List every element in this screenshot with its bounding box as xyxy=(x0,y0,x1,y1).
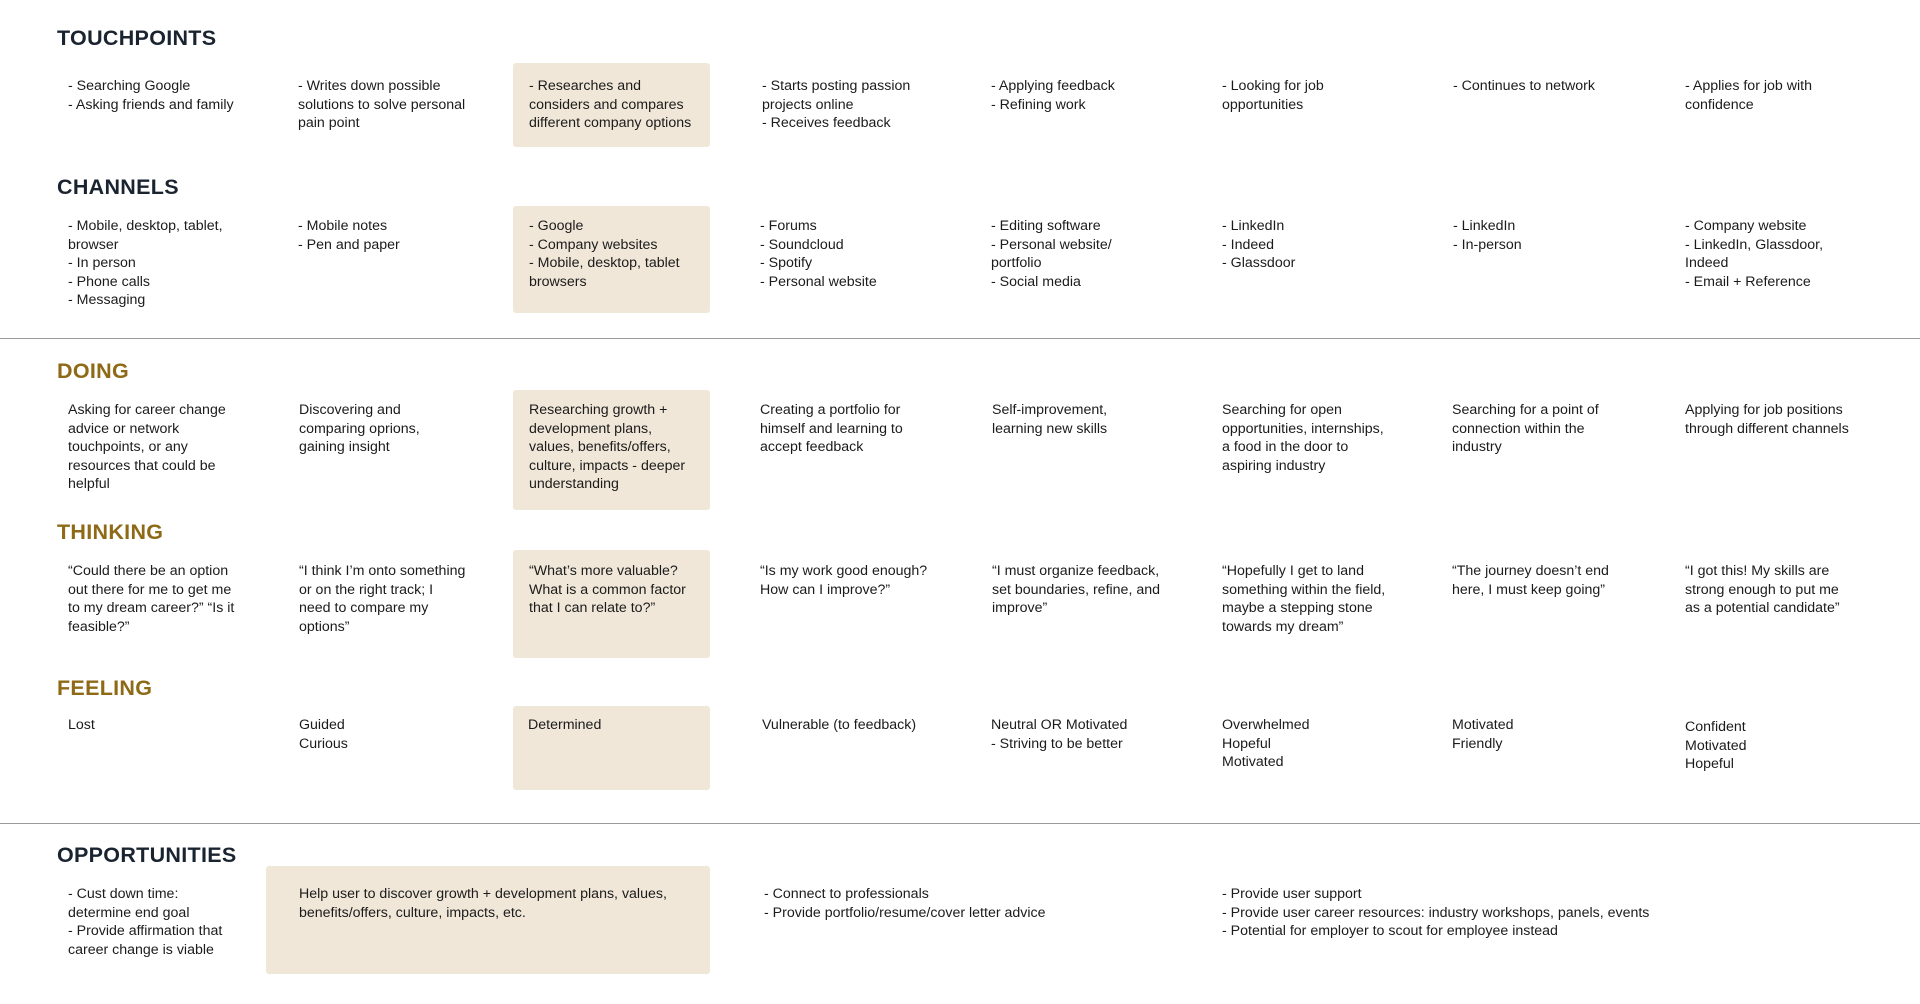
touchpoints-cell-8: - Applies for job with confidence xyxy=(1685,78,1812,113)
doing-heading: DOING xyxy=(57,359,129,383)
touchpoints-cell-6: - Looking for job opportunities xyxy=(1222,78,1324,113)
channels-heading: CHANNELS xyxy=(57,175,179,199)
doing-cell-8: Applying for job positions through different channels xyxy=(1685,402,1849,437)
opportunities-cell-2-highlighted: Help user to discover growth + development plans, values, benefits/offers, culture, impacts, etc. xyxy=(266,866,710,974)
channels-cell-7: - LinkedIn - In-person xyxy=(1453,218,1522,253)
thinking-cell-2: “I think I’m onto something or on the right track; I need to compare my options” xyxy=(299,563,466,635)
channels-cell-5: - Editing software - Personal website/ portfolio - Social media xyxy=(991,218,1112,290)
thinking-cell-5: “I must organize feedback, set boundaries, refine, and improve” xyxy=(992,563,1160,617)
touchpoints-heading: TOUCHPOINTS xyxy=(57,26,217,50)
doing-cell-4: Creating a portfolio for himself and learning to accept feedback xyxy=(760,402,903,456)
feeling-cell-2: Guided Curious xyxy=(299,717,348,752)
feeling-cell-3-highlighted: Determined xyxy=(513,706,710,790)
doing-cell-6: Searching for open opportunities, internships, a food in the door to aspiring industry xyxy=(1222,402,1384,474)
thinking-cell-4: “Is my work good enough? How can I improve?” xyxy=(760,563,928,598)
touchpoints-cell-5: - Applying feedback - Refining work xyxy=(991,78,1115,113)
thinking-cell-6: “Hopefully I get to land something within the field, maybe a stepping stone towards my dream” xyxy=(1222,563,1386,635)
feeling-cell-7: Motivated Friendly xyxy=(1452,717,1514,752)
opportunities-heading: OPPORTUNITIES xyxy=(57,843,237,867)
channels-cell-1: - Mobile, desktop, tablet, browser - In person - Phone calls - Messaging xyxy=(68,218,223,309)
channels-cell-8: - Company website - LinkedIn, Glassdoor, Indeed - Email + Reference xyxy=(1685,218,1824,290)
opportunities-cell-4: - Provide user support - Provide user career resources: industry workshops, panels, events - Potential for employer to scout for employee instead xyxy=(1222,886,1650,940)
touchpoints-cell-1: - Searching Google - Asking friends and family xyxy=(68,78,234,113)
touchpoints-cell-2: - Writes down possible solutions to solve personal pain point xyxy=(298,78,466,132)
feeling-cell-4: Vulnerable (to feedback) xyxy=(762,717,917,733)
channels-cell-2: - Mobile notes - Pen and paper xyxy=(298,218,400,253)
section-divider-bottom xyxy=(0,823,1920,824)
channels-cell-4: - Forums - Soundcloud - Spotify - Personal website xyxy=(760,218,877,290)
feeling-heading: FEELING xyxy=(57,676,153,700)
doing-cell-1: Asking for career change advice or network touchpoints, or any resources that could be helpful xyxy=(68,402,226,493)
section-divider-top xyxy=(0,338,1920,339)
channels-cell-6: - LinkedIn - Indeed - Glassdoor xyxy=(1222,218,1296,272)
feeling-cell-1: Lost xyxy=(68,717,95,733)
doing-cell-2: Discovering and comparing oprions, gaining insight xyxy=(299,402,420,456)
thinking-cell-3-highlighted: “What’s more valuable? What is a common factor that I can relate to?” xyxy=(513,550,710,658)
opportunities-cell-1: - Cust down time: determine end goal - Provide affirmation that career change is viable xyxy=(68,886,223,958)
thinking-heading: THINKING xyxy=(57,520,164,544)
thinking-cell-8: “I got this! My skills are strong enough to put me as a potential candidate” xyxy=(1685,563,1840,617)
touchpoints-cell-4: - Starts posting passion projects online - Receives feedback xyxy=(762,78,911,132)
doing-cell-7: Searching for a point of connection within the industry xyxy=(1452,402,1599,456)
touchpoints-cell-7: - Continues to network xyxy=(1453,78,1595,94)
thinking-cell-7: “The journey doesn’t end here, I must keep going” xyxy=(1452,563,1609,598)
thinking-cell-1: “Could there be an option out there for me to get me to my dream career?” “Is it feasible?” xyxy=(68,563,235,635)
feeling-cell-5: Neutral OR Motivated - Striving to be better xyxy=(991,717,1128,752)
channels-cell-3-highlighted: - Google - Company websites - Mobile, desktop, tablet browsers xyxy=(513,206,710,313)
doing-cell-3-highlighted: Researching growth + development plans, values, benefits/offers, culture, impacts - deeper understanding xyxy=(513,390,710,510)
opportunities-cell-3: - Connect to professionals - Provide portfolio/resume/cover letter advice xyxy=(764,886,1046,921)
doing-cell-5: Self-improvement, learning new skills xyxy=(992,402,1108,437)
feeling-cell-8: Confident Motivated Hopeful xyxy=(1685,719,1747,773)
feeling-cell-6: Overwhelmed Hopeful Motivated xyxy=(1222,717,1310,771)
touchpoints-cell-3-highlighted: - Researches and considers and compares different company options xyxy=(513,63,710,147)
